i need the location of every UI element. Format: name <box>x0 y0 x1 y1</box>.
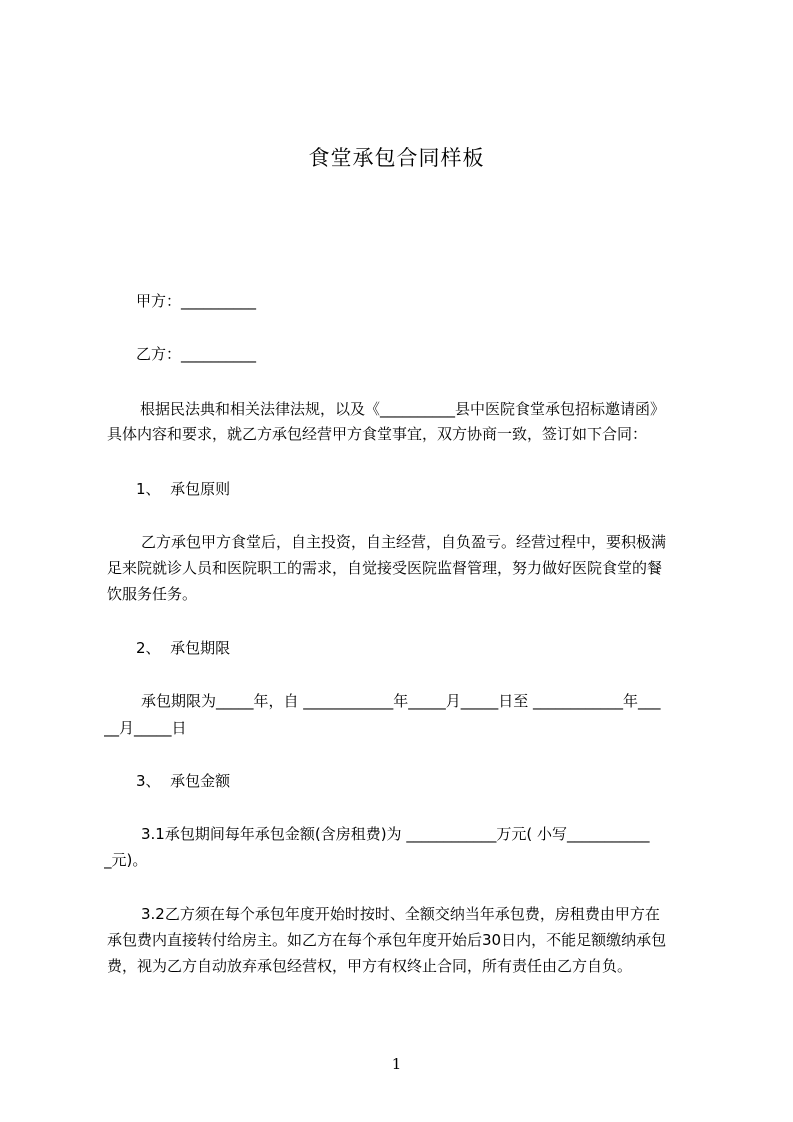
section-1-line-1: 乙方承包甲方食堂后，自主投资，自主经营，自负盈亏。经营过程中，要积极满 <box>141 533 667 551</box>
section-2-line-2: __月_____日 <box>104 719 187 737</box>
section-3-2-line-2: 承包费内直接转付给房主。如乙方在每个承包年度开始后30日内，不能足额缴纳承包 <box>107 931 667 949</box>
party-b-line: 乙方：__________ <box>136 345 257 363</box>
party-a-line: 甲方：__________ <box>136 292 257 310</box>
section-3-1-line-1: 3.1承包期间每年承包金额(含房租费)为 ____________万元( 小写___________ <box>141 825 650 843</box>
section-3-heading: 3、 承包金额 <box>136 772 231 790</box>
section-3-2-line-1: 3.2乙方须在每个承包年度开始时按时、全额交纳当年承包费，房租费由甲方在 <box>141 905 660 923</box>
section-1-heading: 1、 承包原则 <box>136 480 231 498</box>
page-number: 1 <box>391 1055 402 1073</box>
section-3-2-line-3: 费，视为乙方自动放弃承包经营权，甲方有权终止合同，所有责任由乙方自负。 <box>107 957 633 975</box>
section-2-line-1: 承包期限为_____年，自 ____________年_____月_____日至 ____________年___ <box>141 692 661 710</box>
section-1-line-3: 饮服务任务。 <box>107 585 198 603</box>
intro-line-2: 具体内容和要求，就乙方承包经营甲方食堂事宜，双方协商一致，签订如下合同： <box>107 425 648 443</box>
section-2-heading: 2、 承包期限 <box>136 639 231 657</box>
section-3-1-line-2: _元)。 <box>104 851 148 869</box>
document-title: 食堂承包合同样板 <box>308 146 485 170</box>
section-1-line-2: 足来院就诊人员和医院职工的需求，自觉接受医院监督管理，努力做好医院食堂的餐 <box>107 559 663 577</box>
intro-line-1: 根据民法典和相关法律法规，以及《__________县中医院食堂承包招标邀请函》 <box>140 400 666 418</box>
